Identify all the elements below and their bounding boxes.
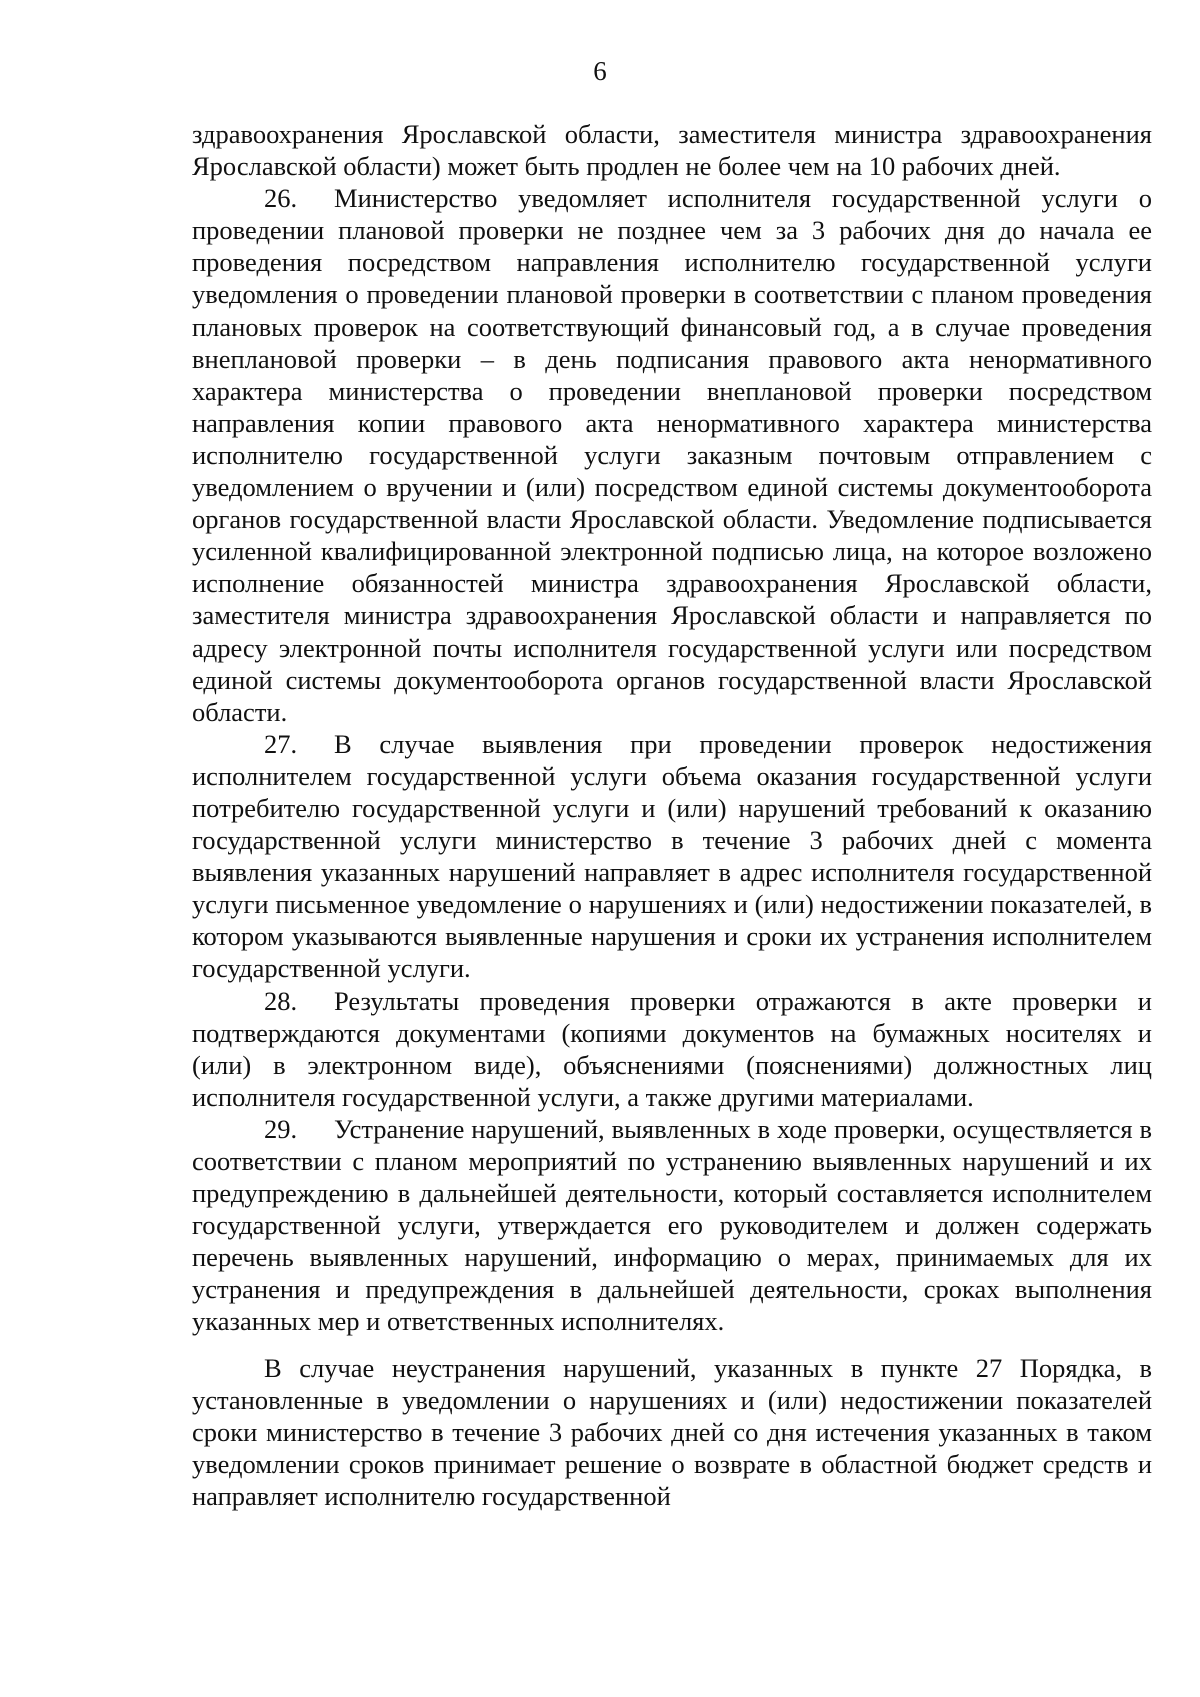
page-number: 6 xyxy=(593,56,607,86)
paragraph-number: 28. xyxy=(264,985,298,1016)
paragraph-26 xyxy=(192,182,1152,728)
document-body xyxy=(192,118,1152,1512)
paragraph-continuation xyxy=(192,118,1152,182)
paragraph-unnumbered xyxy=(192,1352,1152,1512)
paragraph-text: В случае неустранения нарушений, указанных в пункте 27 Порядка, в установленные в уведомлении о нарушениях и (или) недостижении показателей сроки министерство в течение 3 рабочих дней со дня истечения указанных в таком уведомлении сроков принимает решение о возврате в областной бюджет средств и направляет исполнителю государственной xyxy=(192,1352,1152,1511)
paragraph-27 xyxy=(192,728,1152,985)
paragraph-29 xyxy=(192,1113,1152,1338)
paragraph-text: здравоохранения Ярославской области, заместителя министра здравоохранения Ярославской области) может быть продлен не более чем на 10 рабочих дней. xyxy=(192,119,1152,182)
paragraph-number: 26. xyxy=(264,183,298,214)
paragraph-number: 27. xyxy=(264,728,298,759)
paragraph-text: Министерство уведомляет исполнителя государственной услуги о проведении плановой проверки не позднее чем за 3 рабочих дня до начала ее проведения посредством направления исполнителю государственной услуги уведомления о проведении плановой проверки в соответствии с планом проведения плановых проверок на соответствующий финансовый год, а в случае проведения внеплановой проверки – в день подписания правового акта ненормативного характера министерства о проведении внеплановой проверки посредством направления копии правового акта ненормативного характера министерства исполнителю государственной услуги заказным почтовым отправлением с уведомлением о вручении и (или) посредством единой системы документооборота органов государственной власти Ярославской области. Уведомление подписывается усиленной квалифицированной электронной подписью лица, на которое возложено исполнение обязанностей министра здравоохранения Ярославской области, заместителя министра здравоохранения Ярославской области и направляется по адресу электронной почты исполнителя государственной услуги или посредством единой системы документооборота органов государственной власти Ярославской области. xyxy=(192,183,1152,727)
paragraph-text: Результаты проведения проверки отражаются в акте проверки и подтверждаются документами (копиями документов на бумажных носителях и (или) в электронном виде), объяснениями (пояснениями) должностных лиц исполнителя государственной услуги, а также другими материалами. xyxy=(192,985,1152,1112)
paragraph-28 xyxy=(192,985,1152,1113)
paragraph-number: 29. xyxy=(264,1113,298,1144)
paragraph-text: Устранение нарушений, выявленных в ходе проверки, осуществляется в соответствии с планом мероприятий по устранению выявленных нарушений и их предупреждению в дальнейшей деятельности, который составляется исполнителем государственной услуги, утверждается его руководителем и должен содержать перечень выявленных нарушений, информацию о мерах, принимаемых для их устранения и предупреждения в дальнейшей деятельности, сроках выполнения указанных мер и ответственных исполнителях. xyxy=(192,1113,1152,1337)
paragraph-text: В случае выявления при проведении проверок недостижения исполнителем государственной услуги объема оказания государственной услуги потребителю государственной услуги и (или) нарушений требований к оказанию государственной услуги министерство в течение 3 рабочих дней с момента выявления указанных нарушений направляет в адрес исполнителя государственной услуги письменное уведомление о нарушениях и (или) недостижении показателей, в котором указываются выявленные нарушения и сроки их устранения исполнителем государственной услуги. xyxy=(192,728,1152,984)
